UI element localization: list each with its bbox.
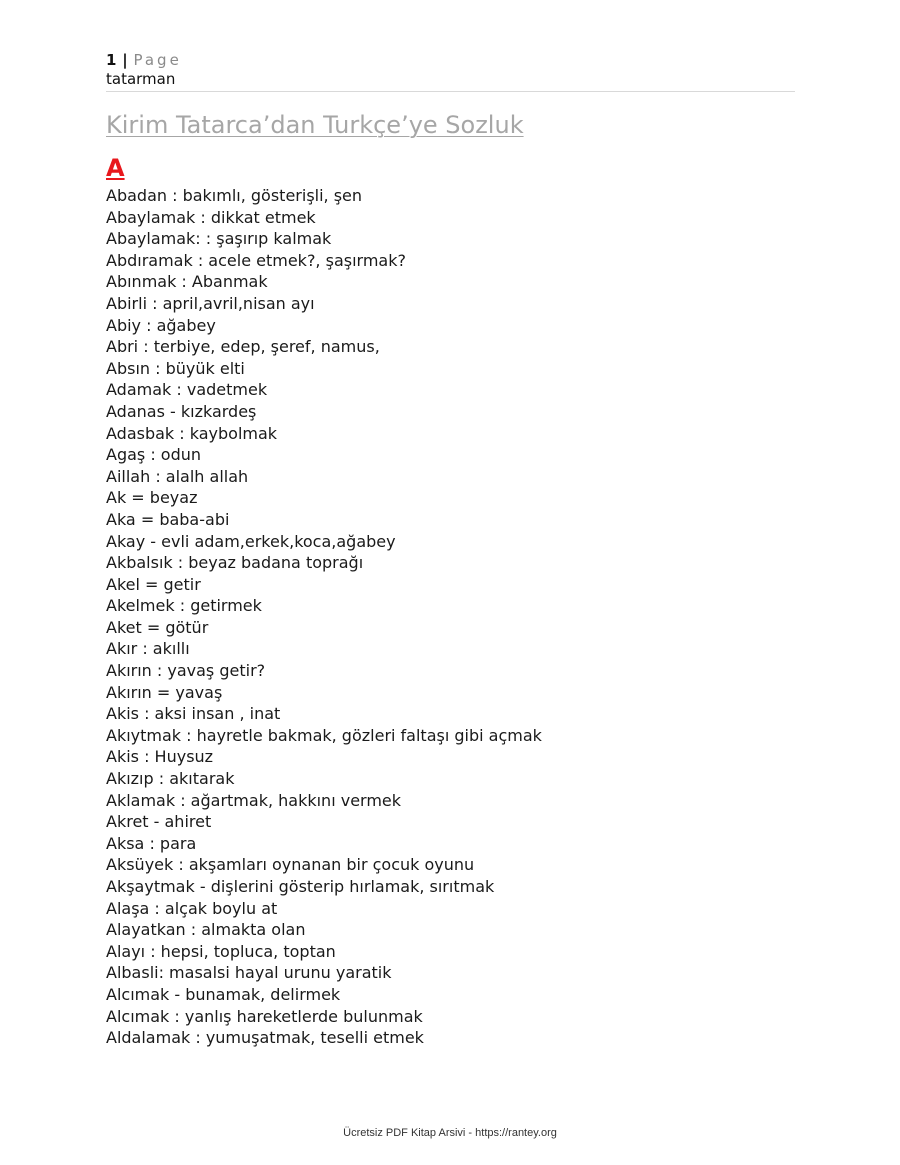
page-number: 1 [106,51,117,69]
dictionary-entry: Aket = götür [106,617,209,637]
dictionary-entry: Ak = beyaz [106,488,198,508]
dictionary-entry: Absın : büyük elti [106,358,245,378]
dictionary-entry: Abirli : april,avril,nisan ayı [106,293,315,313]
dictionary-entry: Adamak : vadetmek [106,380,268,400]
dictionary-entry: Akis : aksi insan , inat [106,704,281,724]
author-name: tatarman [106,70,176,88]
dictionary-entry: Abiy : ağabey [106,315,216,335]
dictionary-entry: Akıytmak : hayretle bakmak, gözleri faltaşı gibi açmak [106,725,542,745]
dictionary-entry: Abdıramak : acele etmek?, şaşırmak? [106,250,406,270]
document-title: Kirim Tatarca’dan Turkçe’ye Sozluk [106,111,524,139]
dictionary-entry: Akşaytmak - dişlerini gösterip hırlamak, sırıtmak [106,877,495,896]
section-heading: A [106,154,125,182]
page-label: Page [133,51,182,69]
page-header [106,51,795,89]
dictionary-entry: Alcımak : yanlış hareketlerde bulunmak [106,1006,423,1026]
dictionary-entry: Alayatkan : almakta olan [106,920,306,940]
dictionary-entry: Aksüyek : akşamları oynanan bir çocuk oyunu [106,855,475,875]
dictionary-entry: Abınmak : Abanmak [106,272,268,292]
dictionary-entry: Aklamak : ağartmak, hakkını vermek [106,790,402,810]
header-divider [106,91,795,92]
dictionary-entry: Akel = getir [106,574,201,594]
dictionary-entry: Alcımak - bunamak, delirmek [106,984,341,1004]
dictionary-entry: Akbalsık : beyaz badana toprağı [106,553,364,573]
dictionary-entry: Akır : akıllı [106,639,190,659]
dictionary-entry: Abadan : bakımlı, gösterişli, şen [106,186,363,205]
dictionary-entry: Abaylamak: : şaşırıp kalmak [106,229,332,249]
dictionary-entry: Adanas - kızkardeş [106,401,257,421]
dictionary-entry: Akırın = yavaş [106,682,223,702]
dictionary-entry: Akırın : yavaş getir? [106,661,266,681]
dictionary-entry: Aksa : para [106,833,197,853]
dictionary-entry: Abri : terbiye, edep, şeref, namus, [106,337,380,357]
dictionary-entry: Alaşa : alçak boylu at [106,898,278,918]
dictionary-entry: Agaş : odun [106,445,202,465]
page-footer: Ücretsiz PDF Kitap Arsivi - https://rantey.org [343,1127,557,1139]
dictionary-entry: Abaylamak : dikkat etmek [106,207,316,227]
dictionary-entry: Alayı : hepsi, topluca, toptan [106,941,336,961]
dictionary-entry: Aka = baba-abi [106,509,230,529]
page-separator: | [122,51,129,69]
dictionary-entry: Akelmek : getirmek [106,596,262,616]
dictionary-entry: Akis : Huysuz [106,747,214,767]
dictionary-entry-list [106,185,542,1049]
dictionary-entry: Akret - ahiret [106,812,212,832]
dictionary-entry: Albasli: masalsi hayal urunu yaratik [106,963,392,983]
dictionary-entry: Aillah : alalh allah [106,466,249,486]
dictionary-entry: Adasbak : kaybolmak [106,423,278,443]
dictionary-entry: Aldalamak : yumuşatmak, teselli etmek [106,1028,424,1048]
page-indicator [106,51,795,70]
dictionary-entry: Akay - evli adam,erkek,koca,ağabey [106,531,396,551]
dictionary-entry: Akızıp : akıtarak [106,769,235,789]
